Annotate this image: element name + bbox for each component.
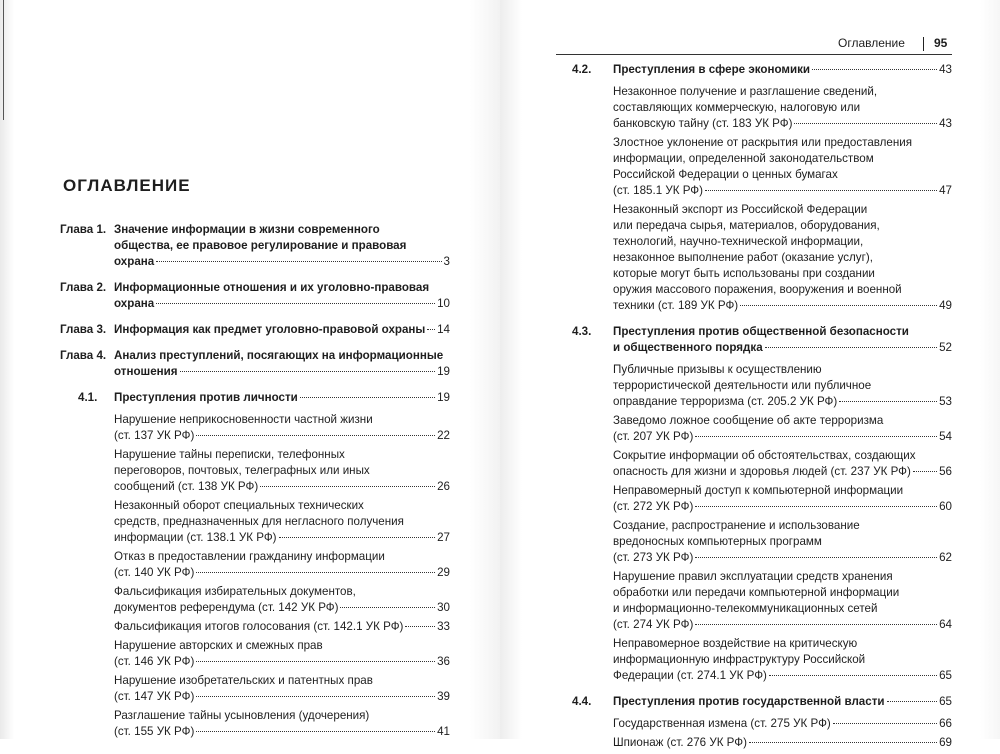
dot-leader (695, 505, 937, 507)
toc-entry-title: (ст. 155 УК РФ) (114, 725, 195, 738)
toc-entry-line: Информационные отношения и их уголовно-правовая (114, 281, 430, 294)
toc-entry-title: опасность для жизни и здоровья людей (ст. 237 УК РФ) (613, 465, 911, 478)
toc-entry-line: вредоносных компьютерных программ (613, 535, 822, 548)
toc-entry-number: 4.3. (572, 325, 592, 338)
toc-page-number: 60 (939, 500, 952, 513)
toc-subsection-entry (60, 584, 450, 616)
dot-leader (740, 304, 937, 306)
toc-entry-title: техники (ст. 189 УК РФ) (613, 299, 739, 312)
toc-page-number: 27 (437, 531, 450, 544)
toc-entry-line: информации, определенной законодательством (613, 152, 874, 165)
dot-leader (833, 722, 937, 724)
toc-section-entry (60, 390, 450, 406)
toc-subsection-entry (60, 412, 450, 444)
toc-entry-line: Заведомо ложное сообщение об акте терроризма (613, 414, 884, 427)
toc-entry-title: сообщений (ст. 138 УК РФ) (114, 480, 259, 493)
toc-chapter-entry (60, 222, 450, 270)
toc-section-entry (572, 694, 952, 710)
toc-entry-number: Глава 1. (60, 223, 107, 236)
dot-leader (427, 328, 435, 330)
toc-page-number: 43 (939, 63, 952, 76)
toc-subsection-entry (572, 716, 952, 732)
toc-entry-title: (ст. 137 УК РФ) (114, 429, 195, 442)
toc-entry-title: информации (ст. 138.1 УК РФ) (114, 531, 277, 544)
toc-entry-line: Незаконное получение и разглашение сведений, (613, 85, 878, 98)
toc-subsection-entry (572, 483, 952, 515)
toc-entry-line: или передача сырья, материалов, оборудования, (613, 219, 880, 232)
toc-entry-title: Преступления в сфере экономики (613, 63, 811, 76)
toc-subsection-entry (60, 708, 450, 740)
toc-subsection-entry (572, 518, 952, 566)
toc-page-number: 52 (939, 341, 952, 354)
toc-entry-title: Фальсификация итогов голосования (ст. 142.1 УК РФ) (114, 620, 404, 633)
toc-entry-title: и общественного порядка (613, 341, 763, 354)
toc-entry-line: общества, ее правовое регулирование и правовая (114, 239, 407, 252)
toc-subsection-entry (60, 638, 450, 670)
toc-entry-line: Отказ в предоставлении гражданину информации (114, 550, 385, 563)
toc-entry-title: Информация как предмет уголовно-правовой охраны (114, 323, 426, 336)
toc-entry-line: Нарушение изобретательских и патентных прав (114, 674, 373, 687)
toc-right-column (572, 62, 952, 754)
dot-leader (695, 556, 937, 558)
dot-leader (769, 674, 937, 676)
toc-entry-title: (ст. 274 УК РФ) (613, 618, 694, 631)
toc-subsection-entry (572, 448, 952, 480)
toc-entry-number: Глава 2. (60, 281, 107, 294)
toc-page-number: 36 (437, 655, 450, 668)
running-header-title: Оглавление (838, 36, 905, 50)
toc-entry-title: Шпионаж (ст. 276 УК РФ) (613, 736, 747, 749)
toc-page-number: 10 (437, 297, 450, 310)
toc-page-number: 39 (437, 690, 450, 703)
toc-left-column (60, 222, 450, 743)
toc-page-number: 33 (437, 620, 450, 633)
dot-leader (913, 470, 937, 472)
toc-entry-line: Сокрытие информации об обстоятельствах, создающих (613, 449, 916, 462)
toc-entry-line: Нарушение авторских и смежных прав (114, 639, 323, 652)
toc-entry-title: (ст. 272 УК РФ) (613, 500, 694, 513)
toc-entry-title: (ст. 147 УК РФ) (114, 690, 195, 703)
toc-entry-title: Федерации (ст. 274.1 УК РФ) (613, 669, 767, 682)
toc-entry-line: Российской Федерации о ценных бумагах (613, 168, 838, 181)
toc-subsection-entry (572, 636, 952, 684)
toc-entry-line: средств, предназначенных для негласного получения (114, 515, 404, 528)
toc-entry-line: переговоров, почтовых, телеграфных или иных (114, 464, 370, 477)
toc-entry-line: Публичные призывы к осуществлению (613, 363, 822, 376)
dot-leader (156, 302, 435, 304)
toc-entry-line: Злостное уклонение от раскрытия или предоставления (613, 136, 913, 149)
dot-leader (812, 68, 937, 70)
dot-leader (695, 435, 937, 437)
toc-subsection-entry (572, 413, 952, 445)
toc-section-entry (572, 324, 952, 356)
toc-subsection-entry (572, 569, 952, 633)
toc-entry-title: отношения (114, 365, 178, 378)
toc-entry-line: составляющих коммерческую, налоговую или (613, 101, 861, 114)
toc-chapter-entry (60, 280, 450, 312)
toc-entry-line: Значение информации в жизни современного (114, 223, 380, 236)
dot-leader (180, 370, 436, 372)
toc-entry-number: Глава 3. (60, 323, 107, 336)
toc-entry-line: которые могут быть использованы при создании (613, 267, 875, 280)
dot-leader (156, 260, 441, 262)
toc-entry-line: Фальсификация избирательных документов, (114, 585, 356, 598)
dot-leader (887, 700, 938, 702)
toc-subsection-entry (60, 673, 450, 705)
toc-page-number: 22 (437, 429, 450, 442)
toc-entry-line: обработки или передачи компьютерной информации (613, 586, 900, 599)
toc-subsection-entry (572, 735, 952, 751)
toc-entry-line: Неправомерное воздействие на критическую (613, 637, 858, 650)
toc-page-number: 26 (437, 480, 450, 493)
toc-page-number: 69 (939, 736, 952, 749)
toc-page-number: 65 (939, 695, 952, 708)
toc-entry-title: (ст. 140 УК РФ) (114, 566, 195, 579)
toc-entry-title: Государственная измена (ст. 275 УК РФ) (613, 717, 831, 730)
toc-page-number: 30 (437, 601, 450, 614)
toc-entry-line: Незаконный экспорт из Российской Федерации (613, 203, 868, 216)
toc-page-number: 56 (939, 465, 952, 478)
toc-page-number: 43 (939, 117, 952, 130)
toc-entry-title: (ст. 185.1 УК РФ) (613, 184, 703, 197)
dot-leader (695, 623, 937, 625)
toc-entry-title: оправдание терроризма (ст. 205.2 УК РФ) (613, 395, 838, 408)
dot-leader (340, 606, 435, 608)
toc-subsection-entry (572, 202, 952, 314)
toc-entry-line: Преступления против общественной безопасности (613, 325, 909, 338)
dot-leader (196, 695, 435, 697)
toc-page-number: 53 (939, 395, 952, 408)
toc-chapter-entry (60, 322, 450, 338)
toc-page-number: 54 (939, 430, 952, 443)
dot-leader (260, 485, 435, 487)
toc-page-number: 49 (939, 299, 952, 312)
toc-page-number: 14 (437, 323, 450, 336)
page-number: 95 (934, 36, 948, 50)
toc-section-entry (572, 62, 952, 78)
toc-subsection-entry (60, 619, 450, 635)
toc-page-number: 41 (437, 725, 450, 738)
page-title: ОГЛАВЛЕНИЕ (63, 176, 191, 195)
toc-page-number: 65 (939, 669, 952, 682)
dot-leader (196, 571, 435, 573)
toc-entry-line: Нарушение тайны переписки, телефонных (114, 448, 345, 461)
toc-entry-line: технологий, научно-технической информации, (613, 235, 864, 248)
toc-entry-line: незаконное выполнение работ (оказание услуг), (613, 251, 873, 264)
toc-page-number: 3 (443, 255, 450, 268)
toc-entry-title: (ст. 207 УК РФ) (613, 430, 694, 443)
toc-entry-line: Разглашение тайны усыновления (удочерения) (114, 709, 370, 722)
toc-entry-title: (ст. 273 УК РФ) (613, 551, 694, 564)
toc-entry-title: документов референдума (ст. 142 УК РФ) (114, 601, 339, 614)
toc-subsection-entry (60, 549, 450, 581)
toc-entry-number: 4.2. (572, 63, 592, 76)
dot-leader (839, 400, 937, 402)
toc-entry-line: Неправомерный доступ к компьютерной информации (613, 484, 904, 497)
running-header-separator (923, 37, 924, 51)
toc-entry-line: оружия массового поражения, вооружения и военной (613, 283, 902, 296)
page-edge-line (3, 0, 4, 120)
dot-leader (405, 625, 435, 627)
toc-subsection-entry (572, 135, 952, 199)
toc-entry-title: охрана (114, 255, 155, 268)
toc-entry-number: 4.1. (78, 391, 98, 404)
toc-subsection-entry (60, 498, 450, 546)
dot-leader (196, 660, 435, 662)
toc-subsection-entry (60, 447, 450, 495)
dot-leader (765, 346, 937, 348)
toc-chapter-entry (60, 348, 450, 380)
toc-page-number: 19 (437, 391, 450, 404)
toc-page-number: 66 (939, 717, 952, 730)
dot-leader (705, 189, 937, 191)
toc-entry-line: Анализ преступлений, посягающих на информационные (114, 349, 444, 362)
toc-page-number: 64 (939, 618, 952, 631)
toc-entry-line: информационную инфраструктуру Российской (613, 653, 866, 666)
toc-entry-title: Преступления против государственной власти (613, 695, 885, 708)
toc-entry-line: и информационно-телекоммуникационных сетей (613, 602, 878, 615)
toc-entry-line: Незаконный оборот специальных технических (114, 499, 364, 512)
dot-leader (196, 434, 435, 436)
toc-subsection-entry (572, 362, 952, 410)
toc-entry-title: охрана (114, 297, 155, 310)
toc-entry-number: 4.4. (572, 695, 592, 708)
toc-entry-number: Глава 4. (60, 349, 107, 362)
toc-entry-line: террористической деятельности или публичное (613, 379, 872, 392)
toc-subsection-entry (572, 84, 952, 132)
dot-leader (749, 741, 937, 743)
toc-entry-title: банковскую тайну (ст. 183 УК РФ) (613, 117, 793, 130)
dot-leader (300, 396, 435, 398)
toc-entry-line: Нарушение неприкосновенности частной жизни (114, 413, 373, 426)
toc-entry-title: Преступления против личности (114, 391, 298, 404)
dot-leader (196, 730, 435, 732)
toc-entry-line: Создание, распространение и использование (613, 519, 860, 532)
toc-page-number: 29 (437, 566, 450, 579)
toc-entry-line: Нарушение правил эксплуатации средств хранения (613, 570, 893, 583)
toc-entry-title: (ст. 146 УК РФ) (114, 655, 195, 668)
dot-leader (279, 536, 436, 538)
toc-page-number: 47 (939, 184, 952, 197)
toc-page-number: 62 (939, 551, 952, 564)
toc-page-number: 19 (437, 365, 450, 378)
header-rule (556, 54, 952, 55)
dot-leader (794, 122, 937, 124)
